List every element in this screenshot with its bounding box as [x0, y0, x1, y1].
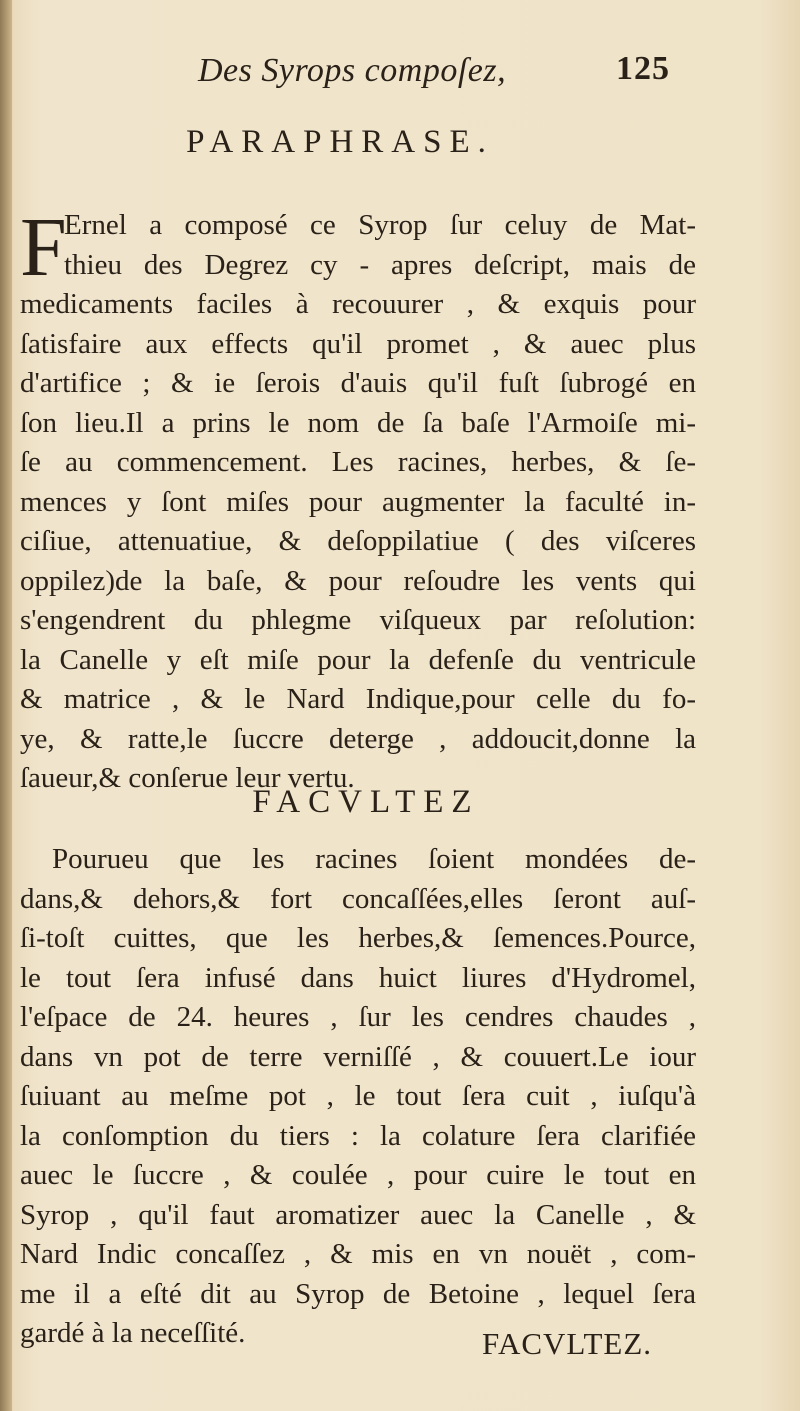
text-line: ciſiue, attenuatiue, & deſoppilatiue ( des viſceres [20, 525, 696, 557]
text-line: la Canelle y eſt miſe pour la defenſe du ventricule [20, 643, 696, 676]
text-line: mences y ſont miſes pour augmenter la faculté in- [20, 485, 696, 518]
page-number: 125 [616, 50, 670, 87]
drop-cap-letter: F [20, 201, 67, 294]
text-line: oppilez)de la baſe, & pour reſoudre les vents qui [20, 564, 696, 597]
text-line: ſatisfaire aux effects qu'il promet , & auec plus [20, 327, 696, 360]
text-line: Ernel a composé ce Syrop ſur celuy de Mat- [64, 209, 696, 241]
text-line: Syrop , qu'il faut aromatizer auec la Canelle , & [20, 1198, 696, 1231]
text-line: ſaueur,& conſerue leur vertu. [20, 762, 355, 794]
catchword: FACVLTEZ. [482, 1326, 653, 1361]
text-line: ſe au commencement. Les racines, herbes, & ſe- [20, 446, 696, 478]
text-line: medicaments faciles à recouurer , & exquis pour [20, 288, 696, 320]
text-line: auec le ſuccre , & coulée , pour cuire le tout en [20, 1159, 696, 1191]
text-line: gardé à la neceſſité. [20, 1317, 246, 1349]
section-heading-facultez: FACVLTEZ [252, 784, 480, 820]
text-line: Nard Indic concaſſez , & mis en vn nouët , com- [20, 1238, 696, 1270]
text-line: Pourueu que les racines ſoient mondées de- [52, 843, 696, 875]
running-head-title: Des Syrops compoſez, [198, 52, 507, 89]
text-line: s'engendrent du phlegme viſqueux par reſolution: [20, 604, 696, 636]
text-line: le tout ſera infusé dans huict liures d'Hydromel, [20, 961, 696, 994]
paraphrase-paragraph [20, 201, 696, 799]
text-line: d'artifice ; & ie ſerois d'auis qu'il fuſt ſubrogé en [20, 367, 696, 399]
text-line: la conſomption du tiers : la colature ſera clarifiée [20, 1119, 696, 1152]
section-heading-paraphrase: PARAPHRASE. [186, 124, 494, 160]
facultez-paragraph [20, 840, 696, 1354]
text-line: l'eſpace de 24. heures , ſur les cendres chaudes , [20, 1001, 696, 1033]
text-line: & matrice , & le Nard Indique,pour celle du fo- [20, 683, 696, 715]
text-line: ſi-toſt cuittes, que les herbes,& ſemences.Pource, [20, 922, 696, 954]
text-line: thieu des Degrez cy - apres deſcript, mais de [64, 248, 696, 281]
text-line: dans vn pot de terre verniſſé , & couuert.Le iour [20, 1040, 696, 1073]
page-gutter [0, 0, 12, 1411]
text-line: ye, & ratte,le ſuccre deterge , addoucit,donne la [20, 722, 696, 755]
running-head [0, 48, 800, 98]
text-line: me il a eſté dit au Syrop de Betoine , lequel ſera [20, 1277, 696, 1310]
text-line: ſuiuant au meſme pot , le tout ſera cuit , iuſqu'à [20, 1080, 696, 1112]
text-line: dans,& dehors,& fort concaſſées,elles ſeront auſ- [20, 882, 696, 915]
text-line: ſon lieu.Il a prins le nom de ſa baſe l'Armoiſe mi- [20, 406, 696, 439]
